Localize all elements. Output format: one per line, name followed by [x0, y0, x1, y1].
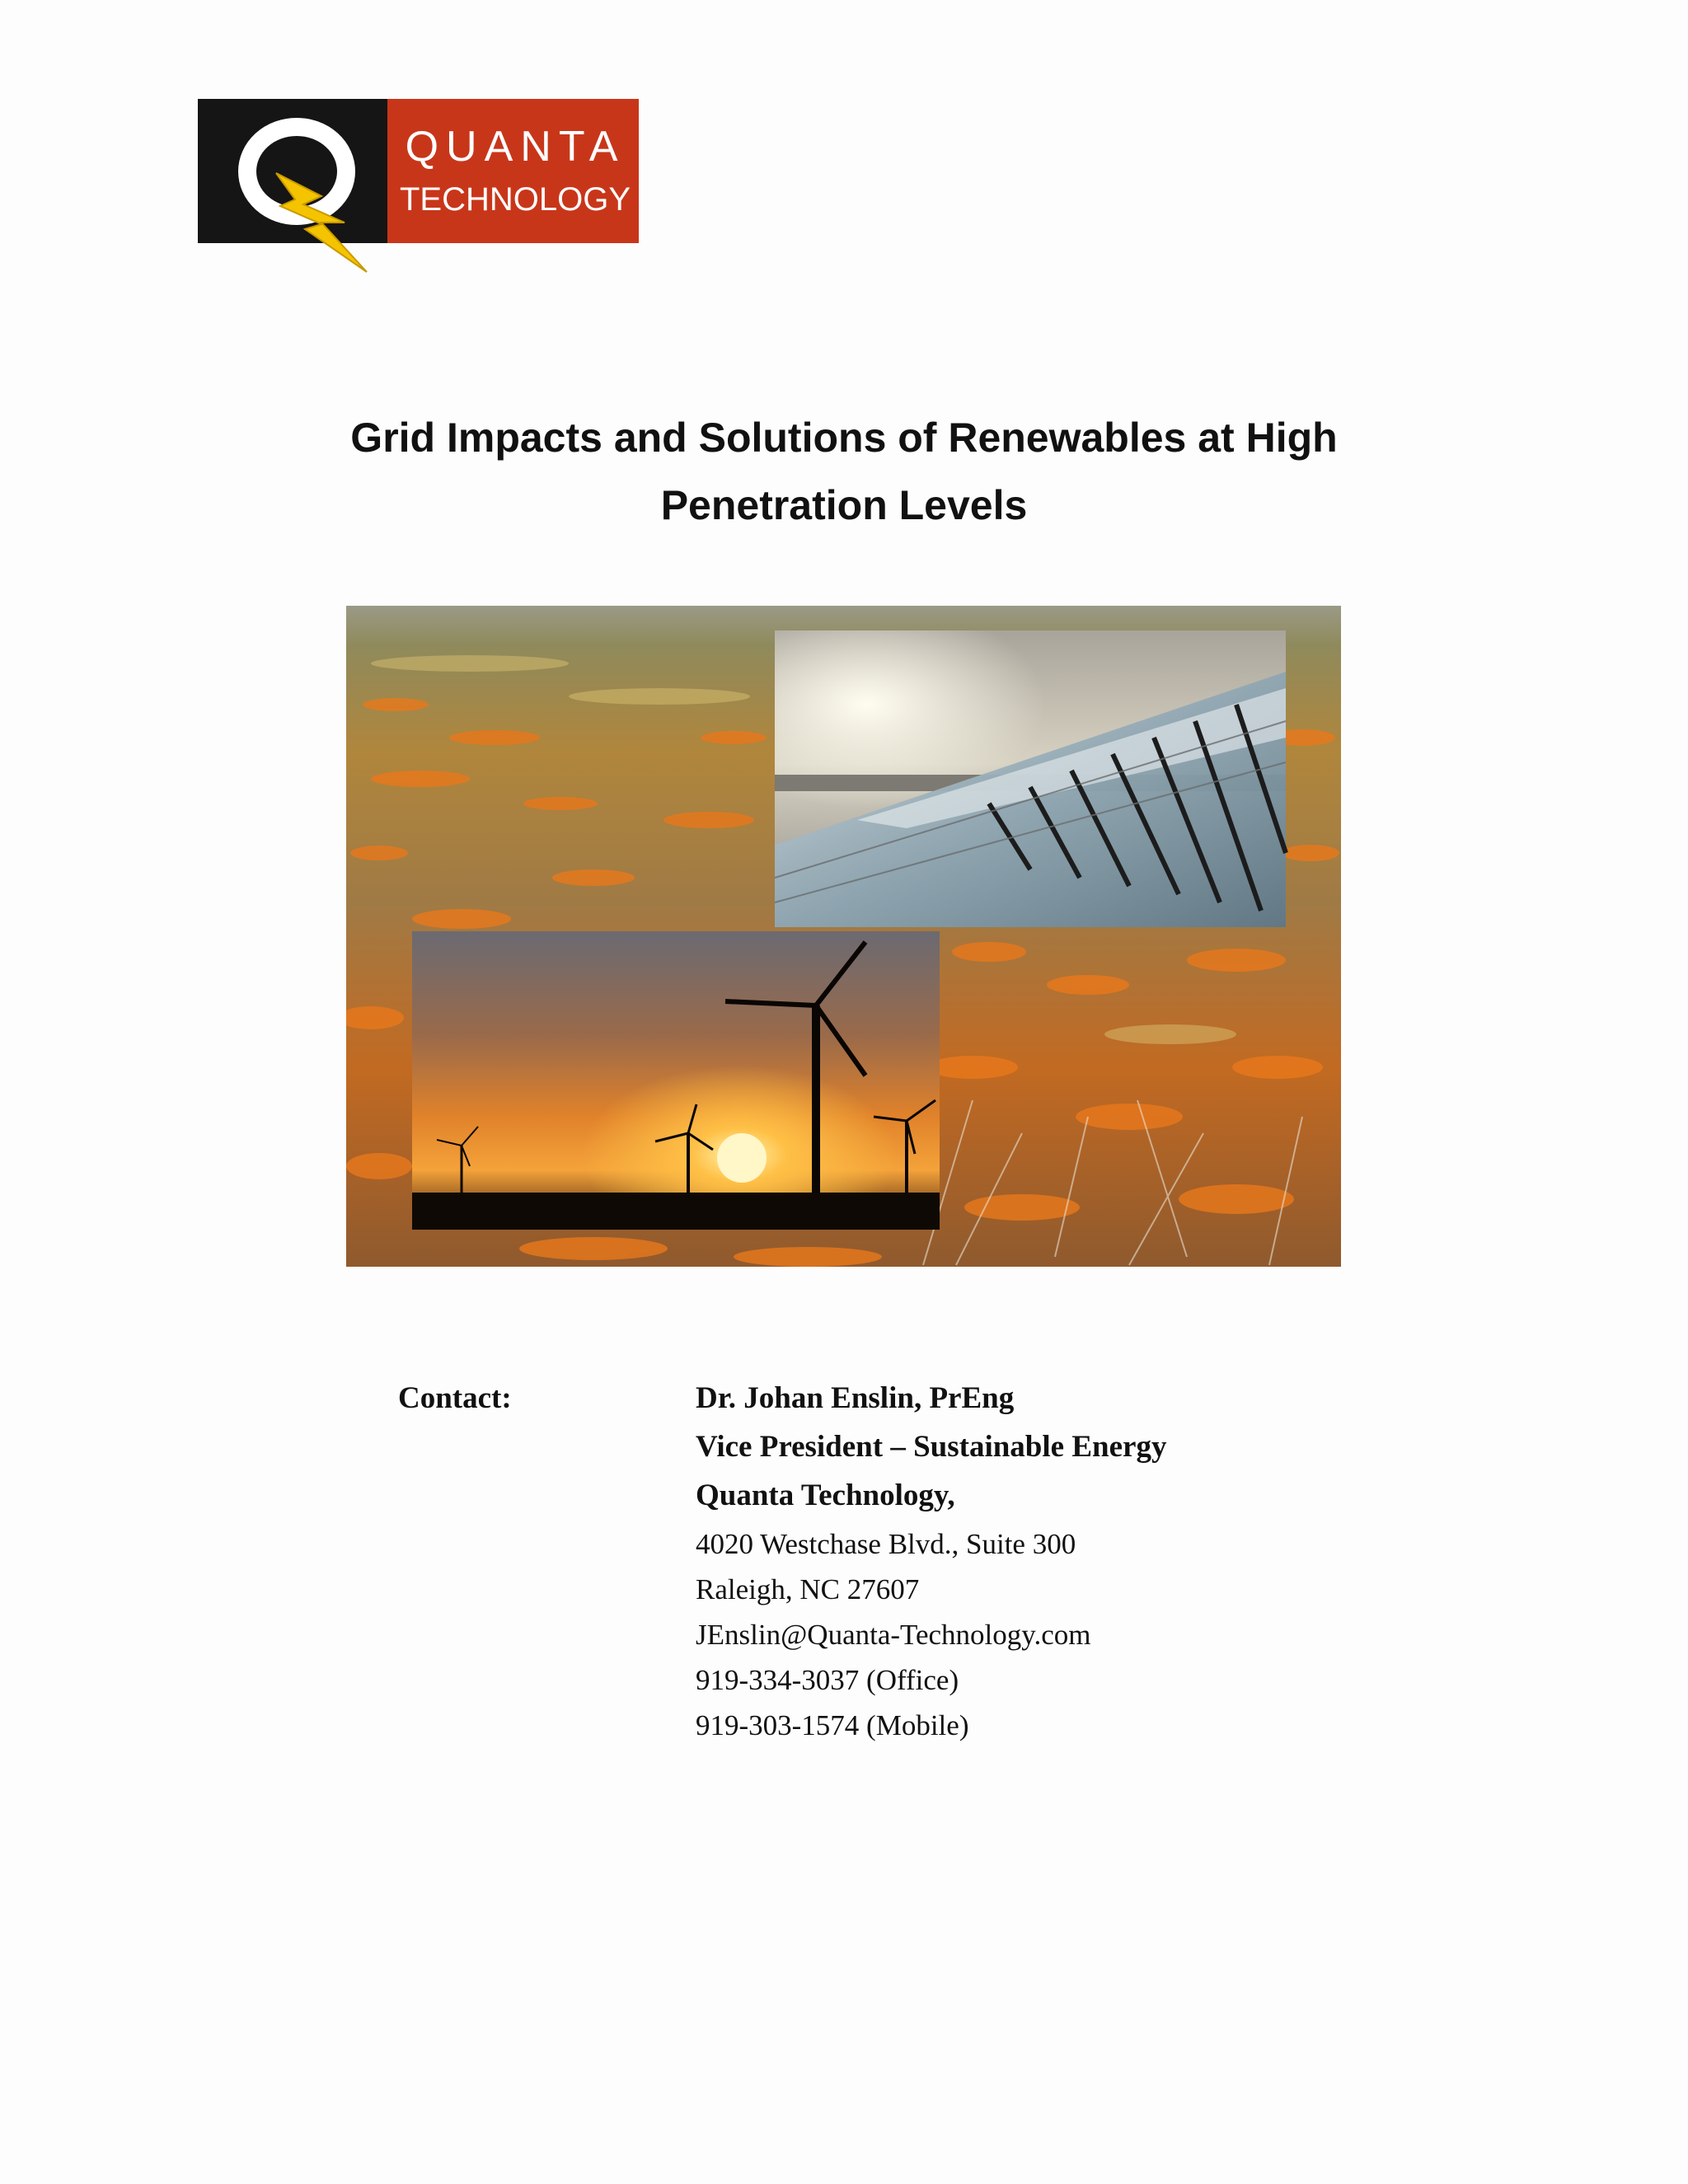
contact-details: [696, 1380, 1166, 1753]
contact-address-line-1: 4020 Westchase Blvd., Suite 300: [696, 1528, 1076, 1560]
renewables-photo-collage: [346, 606, 1341, 1267]
title-line-1: Grid Impacts and Solutions of Renewables at High: [350, 415, 1338, 461]
title-line-2: Penetration Levels: [660, 482, 1028, 528]
logo-text-technology: TECHNOLOGY: [399, 181, 631, 218]
contact-office-phone: 919-334-3037 (Office): [696, 1664, 959, 1696]
contact-mobile-phone: 919-303-1574 (Mobile): [696, 1709, 969, 1741]
sun-icon: [717, 1133, 767, 1183]
solar-mirrors-photo: [775, 630, 1286, 927]
contact-address-line-2: Raleigh, NC 27607: [696, 1573, 920, 1605]
contact-name: Dr. Johan Enslin, PrEng: [696, 1381, 1015, 1415]
wind-turbines-sunset-photo: [412, 931, 940, 1230]
contact-company: Quanta Technology,: [696, 1479, 955, 1512]
contact-label: Contact:: [398, 1381, 512, 1415]
contact-position: Vice President – Sustainable Energy: [696, 1430, 1167, 1464]
logo-text-quanta: QUANTA: [405, 123, 626, 171]
document-title: [0, 404, 1688, 539]
quanta-technology-logo: [198, 99, 643, 276]
contact-email[interactable]: JEnslin@Quanta-Technology.com: [696, 1619, 1091, 1651]
